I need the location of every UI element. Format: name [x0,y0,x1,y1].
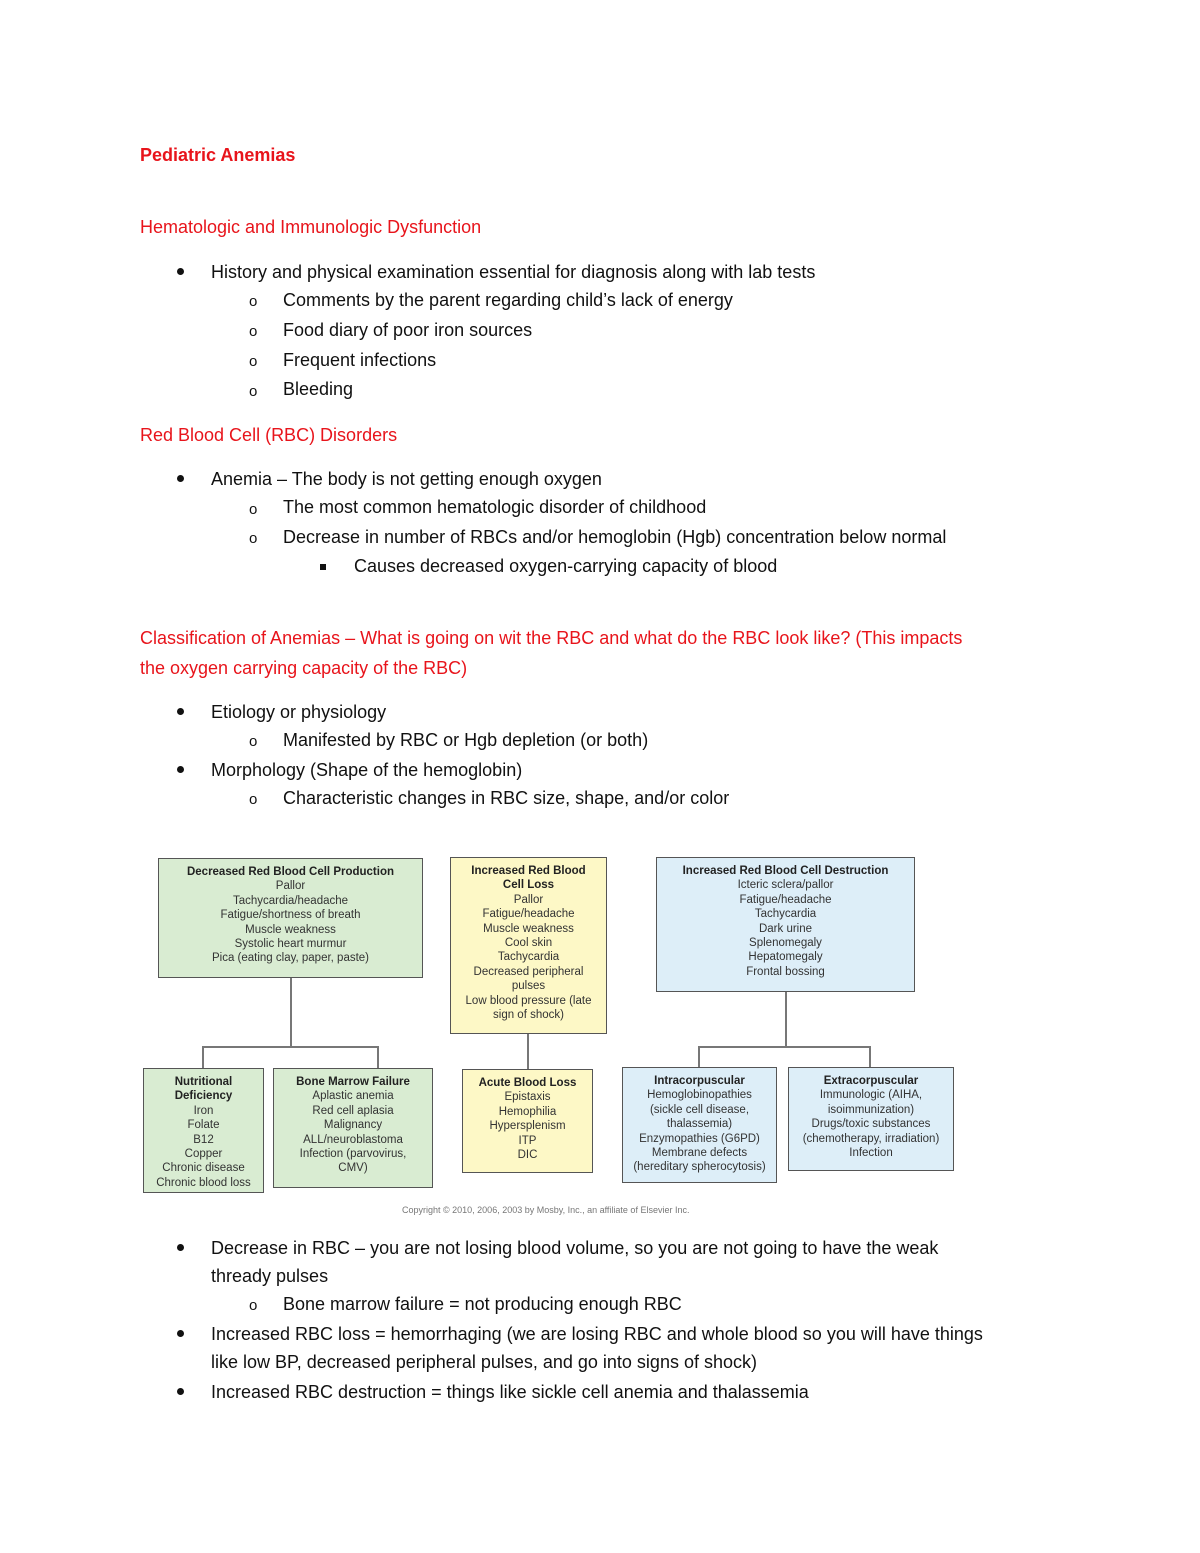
sub-bullet-text: Bleeding [283,379,354,399]
sub-bullet-text: Characteristic changes in RBC size, shape, and/or color [283,788,730,808]
box-item: Aplastic anemia [312,1090,394,1103]
box-item: Pallor [275,880,306,893]
box-item: Iron [193,1104,214,1117]
sub-bullet-text: Manifested by RBC or Hgb depletion (or both) [283,730,649,750]
box-item: Tachycardia [497,951,560,964]
box-item: DIC [517,1149,538,1162]
section-heading: Classification of Anemias – What is going on wit the RBC and what do the RBC look like? (This impacts [140,628,963,648]
circle-bullet-icon: o [249,530,258,547]
bullet-text: Anemia – The body is not getting enough oxygen [211,469,602,489]
box-item: Immunologic (AIHA, [819,1089,923,1102]
box-item: Malignancy [323,1119,383,1132]
box-title: Acute Blood Loss [478,1077,577,1089]
circle-bullet-icon: o [249,353,258,370]
bullet-icon [177,268,184,275]
page-title: Pediatric Anemias [140,145,296,165]
box-title: Deficiency [174,1090,233,1103]
sub-bullet-text: Frequent infections [283,350,437,370]
box-item: isoimmunization) [827,1103,915,1116]
box-item: Epistaxis [504,1091,551,1104]
section-heading-cont: the oxygen carrying capacity of the RBC) [140,658,468,678]
box-title: Increased Red Blood [471,865,586,877]
anemia-classification-diagram [140,852,960,1222]
sub-bullet-text: Bone marrow failure = not producing enough RBC [283,1294,682,1314]
extracorpuscular-box [788,1067,954,1171]
box-item: Chronic disease [162,1162,245,1175]
box-item: Tachycardia/headache [232,894,349,907]
box-item: Hepatomegaly [748,951,823,964]
box-item: Fatigue/headache [482,908,575,921]
box-item: Drugs/toxic substances [811,1118,931,1131]
bullet-text: History and physical examination essential for diagnosis along with lab tests [211,262,816,282]
sub-bullet-text: The most common hematologic disorder of childhood [283,497,707,517]
connector-line [785,990,787,1046]
connector-line [377,1046,379,1070]
connector-line [698,1046,700,1068]
circle-bullet-icon: o [249,383,258,400]
box-item: Enzymopathies (G6PD) [639,1132,760,1145]
increased-loss-box [450,857,607,1034]
box-item: B12 [193,1133,214,1146]
section-heading: Red Blood Cell (RBC) Disorders [140,425,398,445]
increased-destruction-box [656,857,915,992]
box-item: (sickle cell disease, [649,1103,750,1116]
decreased-production-box [158,858,423,978]
bullet-text: Increased RBC loss = hemorrhaging (we are losing RBC and whole blood so you will have things [211,1324,983,1344]
box-item: ITP [518,1134,537,1147]
bullet-text: Decrease in RBC – you are not losing blood volume, so you are not going to have the weak [211,1238,939,1258]
circle-bullet-icon: o [249,293,258,310]
circle-bullet-icon: o [249,501,258,518]
box-item: Infection [849,1147,893,1160]
box-item: Fatigue/shortness of breath [220,909,361,922]
box-item: Muscle weakness [483,922,574,935]
box-item: thalassemia) [666,1118,733,1131]
box-item: (chemotherapy, irradiation) [802,1132,940,1145]
box-item: Frontal bossing [746,965,825,978]
box-item: Tachycardia [754,908,817,921]
sub-bullet-text: Comments by the parent regarding child’s lack of energy [283,290,733,310]
box-title: Increased Red Blood Cell Destruction [682,865,889,877]
box-item: Hypersplenism [489,1120,566,1133]
box-item: pulses [511,980,546,993]
box-item: Copper [184,1148,223,1161]
circle-bullet-icon: o [249,733,258,750]
box-item: Folate [187,1119,220,1132]
section-heading: Hematologic and Immunologic Dysfunction [140,217,482,237]
square-bullet-icon [320,564,326,570]
bullet-icon [177,708,184,715]
connector-line [202,1046,204,1070]
box-item: Low blood pressure (late [465,994,592,1007]
box-item: CMV) [338,1162,368,1175]
box-item: Membrane defects [651,1147,748,1160]
intracorpuscular-box [622,1067,777,1183]
connector-line [290,976,292,1046]
connector-line [527,1033,529,1070]
bullet-text-cont: thready pulses [211,1266,329,1286]
box-item: Icteric sclera/pallor [737,879,834,892]
box-item: Decreased peripheral [473,965,584,978]
box-item: Pallor [513,893,544,906]
sub-bullet-text: Decrease in number of RBCs and/or hemoglobin (Hgb) concentration below normal [283,527,947,547]
box-item: Red cell aplasia [312,1104,394,1117]
sub-bullet-text: Food diary of poor iron sources [283,320,533,340]
box-item: Systolic heart murmur [234,938,347,951]
connector-line [202,1046,378,1048]
bullet-icon [177,475,184,482]
box-item: Chronic blood loss [156,1176,251,1189]
box-item: sign of shock) [493,1009,564,1022]
box-item: Pica (eating clay, paper, paste) [211,952,370,965]
box-title: Bone Marrow Failure [296,1076,410,1088]
bullet-text: Morphology (Shape of the hemoglobin) [211,760,523,780]
nutritional-deficiency-box [143,1068,264,1193]
sub-sub-bullet-text: Causes decreased oxygen-carrying capacity of blood [354,556,778,576]
box-title: Extracorpuscular [823,1075,919,1087]
bullet-text: Etiology or physiology [211,702,387,722]
acute-blood-loss-box [462,1069,593,1173]
bullet-icon [177,766,184,773]
box-item: Infection (parvovirus, [299,1148,407,1161]
box-item: Muscle weakness [245,923,336,936]
box-title: Nutritional [174,1076,233,1088]
box-item: Hemoglobinopathies [647,1089,752,1102]
box-title: Intracorpuscular [654,1075,745,1087]
bullet-text: Increased RBC destruction = things like sickle cell anemia and thalassemia [211,1382,809,1402]
bullet-icon [177,1388,184,1395]
box-item: Dark urine [758,922,813,935]
circle-bullet-icon: o [249,1297,258,1314]
box-item: ALL/neuroblastoma [303,1133,403,1146]
box-item: Fatigue/headache [739,893,832,906]
bone-marrow-failure-box [273,1068,433,1188]
box-title: Decreased Red Blood Cell Production [186,866,395,878]
box-item: Cool skin [504,937,553,950]
bullet-icon [177,1244,184,1251]
circle-bullet-icon: o [249,323,258,340]
box-item: Splenomegaly [749,937,822,950]
circle-bullet-icon: o [249,791,258,808]
copyright-notice: Copyright © 2010, 2006, 2003 by Mosby, Inc., an affiliate of Elsevier Inc. [402,1205,690,1215]
box-item: Hemophilia [498,1105,557,1118]
box-title: Cell Loss [502,879,555,892]
box-item: (hereditary spherocytosis) [633,1161,766,1174]
bullet-icon [177,1330,184,1337]
connector-line [698,1046,870,1048]
connector-line [869,1046,871,1068]
bullet-text-cont: like low BP, decreased peripheral pulses, and go into signs of shock) [211,1352,757,1372]
